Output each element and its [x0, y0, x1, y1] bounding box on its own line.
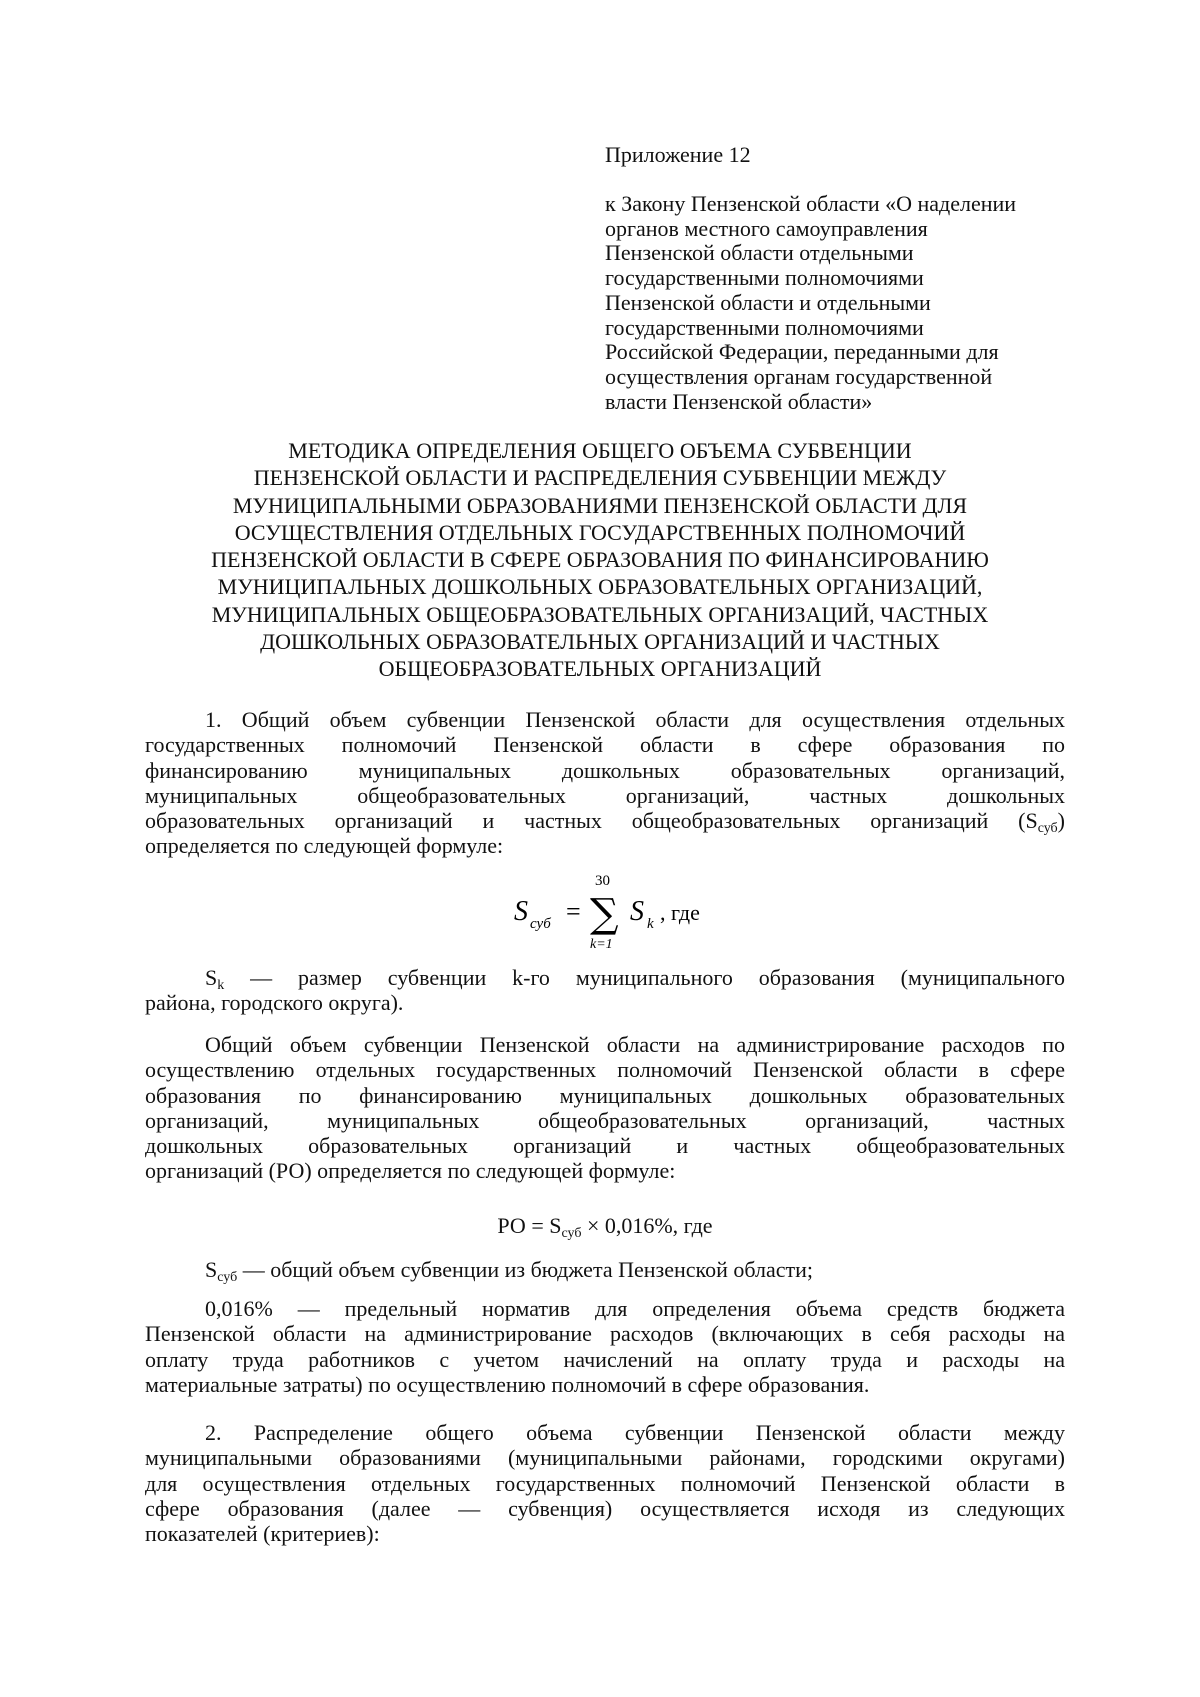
- paragraph-line: Пензенской области на администрирование расходов (включающих в себя расходы на: [145, 1321, 1065, 1347]
- paragraph-text: — размер субвенции k-го муниципального образования (муниципального: [224, 965, 1065, 990]
- title-line: ДОШКОЛЬНЫХ ОБРАЗОВАТЕЛЬНЫХ ОРГАНИЗАЦИЙ И ЧАСТНЫХ: [260, 629, 940, 655]
- paragraph-5: [145, 1296, 1065, 1397]
- paragraph-line: 2. Распределение общего объема субвенции Пензенской области между: [205, 1420, 1065, 1445]
- paragraph-3: [145, 1032, 1065, 1184]
- paragraph-line: организаций (РО) определяется по следующей формуле:: [145, 1158, 676, 1184]
- ro-formula: [145, 1213, 1065, 1239]
- paragraph-line: организаций, муниципальных общеобразовательных организаций, частных: [145, 1107, 1065, 1133]
- formula-equals: =: [566, 897, 581, 926]
- title-line: МУНИЦИПАЛЬНЫХ ДОШКОЛЬНЫХ ОБРАЗОВАТЕЛЬНЫХ ОРГАНИЗАЦИЙ,: [217, 574, 983, 600]
- subscript: суб: [217, 1270, 238, 1285]
- paragraph-line: [145, 808, 1065, 837]
- paragraph-line: [145, 1257, 1065, 1285]
- subscript: суб: [561, 1226, 582, 1241]
- paragraph-4: [145, 1257, 1065, 1285]
- paragraph-line: оплату труда работников с учетом начислений на оплату труда и расходы на: [145, 1346, 1065, 1372]
- paragraph-line: определяется по следующей формуле:: [145, 833, 504, 859]
- law-reference-line: Российской Федерации, переданными для: [605, 339, 999, 365]
- subscript: суб: [1037, 821, 1058, 837]
- paragraph-line: 1. Общий объем субвенции Пензенской области для осуществления отдельных: [205, 707, 1065, 732]
- title-line: ПЕНЗЕНСКОЙ ОБЛАСТИ В СФЕРЕ ОБРАЗОВАНИЯ ПО ФИНАНСИРОВАНИЮ: [211, 547, 989, 573]
- paragraph-line: для осуществления отдельных государственных полномочий Пензенской области в: [145, 1470, 1065, 1496]
- paragraph-text: S: [205, 965, 218, 990]
- paragraph-text: S: [205, 1257, 218, 1282]
- document-title: [140, 437, 1060, 683]
- paragraph-line: [145, 965, 1065, 993]
- paragraph-line: Общий объем субвенции Пензенской области на администрирование расходов по: [205, 1032, 1065, 1057]
- law-reference-line: государственными полномочиями: [605, 314, 924, 340]
- law-reference-line: государственными полномочиями: [605, 265, 924, 291]
- title-line: МУНИЦИПАЛЬНЫХ ОБЩЕОБРАЗОВАТЕЛЬНЫХ ОРГАНИЗАЦИЙ, ЧАСТНЫХ: [211, 601, 989, 627]
- law-reference-line: осуществления органам государственной: [605, 363, 993, 389]
- paragraph-line: материальные затраты) по осуществлению полномочий в сфере образования.: [145, 1371, 870, 1397]
- formula-term: S: [630, 896, 644, 927]
- paragraph-6: [145, 1420, 1065, 1546]
- title-line: ОСУЩЕСТВЛЕНИЯ ОТДЕЛЬНЫХ ГОСУДАРСТВЕННЫХ ПОЛНОМОЧИЙ: [234, 519, 966, 545]
- paragraph-line: 0,016% — предельный норматив для определения объема средств бюджета: [205, 1296, 1065, 1321]
- paragraph-text: — общий объем субвенции из бюджета Пензенской области;: [237, 1257, 814, 1282]
- appendix-number: Приложение 12: [605, 142, 751, 167]
- formula-lhs-subscript: суб: [530, 916, 551, 932]
- law-reference-line: к Закону Пензенской области «О наделении: [605, 191, 1017, 216]
- law-reference-line: органов местного самоуправления: [605, 215, 928, 241]
- title-line: МУНИЦИПАЛЬНЫМИ ОБРАЗОВАНИЯМИ ПЕНЗЕНСКОЙ ОБЛАСТИ ДЛЯ: [232, 492, 968, 518]
- formula-tail: , где: [660, 900, 700, 925]
- law-reference-line: Пензенской области отдельными: [605, 240, 914, 266]
- sum-lower-limit: k=1: [590, 937, 613, 950]
- title-line: МЕТОДИКА ОПРЕДЕЛЕНИЯ ОБЩЕГО ОБЪЕМА СУБВЕНЦИИ: [288, 438, 912, 463]
- paragraph-line: дошкольных образовательных организаций и частных общеобразовательных: [145, 1133, 1065, 1159]
- sum-upper-limit: 30: [595, 873, 610, 889]
- formula-text: × 0,016%, где: [581, 1213, 713, 1238]
- law-reference-line: власти Пензенской области»: [605, 388, 873, 414]
- paragraph-line: образования по финансированию муниципальных дошкольных образовательных: [145, 1082, 1065, 1108]
- paragraph-line: сфере образования (далее — субвенция) осуществляется исходя из следующих: [145, 1495, 1065, 1521]
- subscript: k: [217, 978, 225, 993]
- law-reference-line: Пензенской области и отдельными: [605, 289, 931, 315]
- paragraph-2: [145, 965, 1065, 1016]
- appendix-law-reference: [605, 192, 1075, 414]
- paragraph-text: образовательных организаций и частных общеобразовательных организаций (S: [145, 808, 1038, 834]
- paragraph-line: государственных полномочий Пензенской области в сфере образования по: [145, 732, 1065, 758]
- paragraph-1: [145, 707, 1065, 859]
- sum-formula: [510, 870, 750, 950]
- paragraph-line: муниципальными образованиями (муниципальными районами, городскими округами): [145, 1445, 1065, 1471]
- paragraph-line: показателей (критериев):: [145, 1521, 380, 1547]
- sigma-symbol: ∑: [590, 891, 619, 937]
- paragraph-line: района, городского округа).: [145, 990, 404, 1016]
- paragraph-line: финансированию муниципальных дошкольных образовательных организаций,: [145, 757, 1065, 783]
- title-line: ПЕНЗЕНСКОЙ ОБЛАСТИ И РАСПРЕДЕЛЕНИЯ СУБВЕНЦИИ МЕЖДУ: [253, 465, 947, 491]
- paragraph-line: муниципальных общеобразовательных организаций, частных дошкольных: [145, 782, 1065, 808]
- formula-text: РО = S: [497, 1213, 562, 1238]
- formula-term-subscript: k: [647, 916, 654, 932]
- formula-lhs: S: [514, 896, 528, 927]
- title-line: ОБЩЕОБРАЗОВАТЕЛЬНЫХ ОРГАНИЗАЦИЙ: [378, 656, 822, 682]
- paragraph-line: осуществлению отдельных государственных полномочий Пензенской области в сфере: [145, 1057, 1065, 1083]
- paragraph-text: ): [1057, 808, 1065, 834]
